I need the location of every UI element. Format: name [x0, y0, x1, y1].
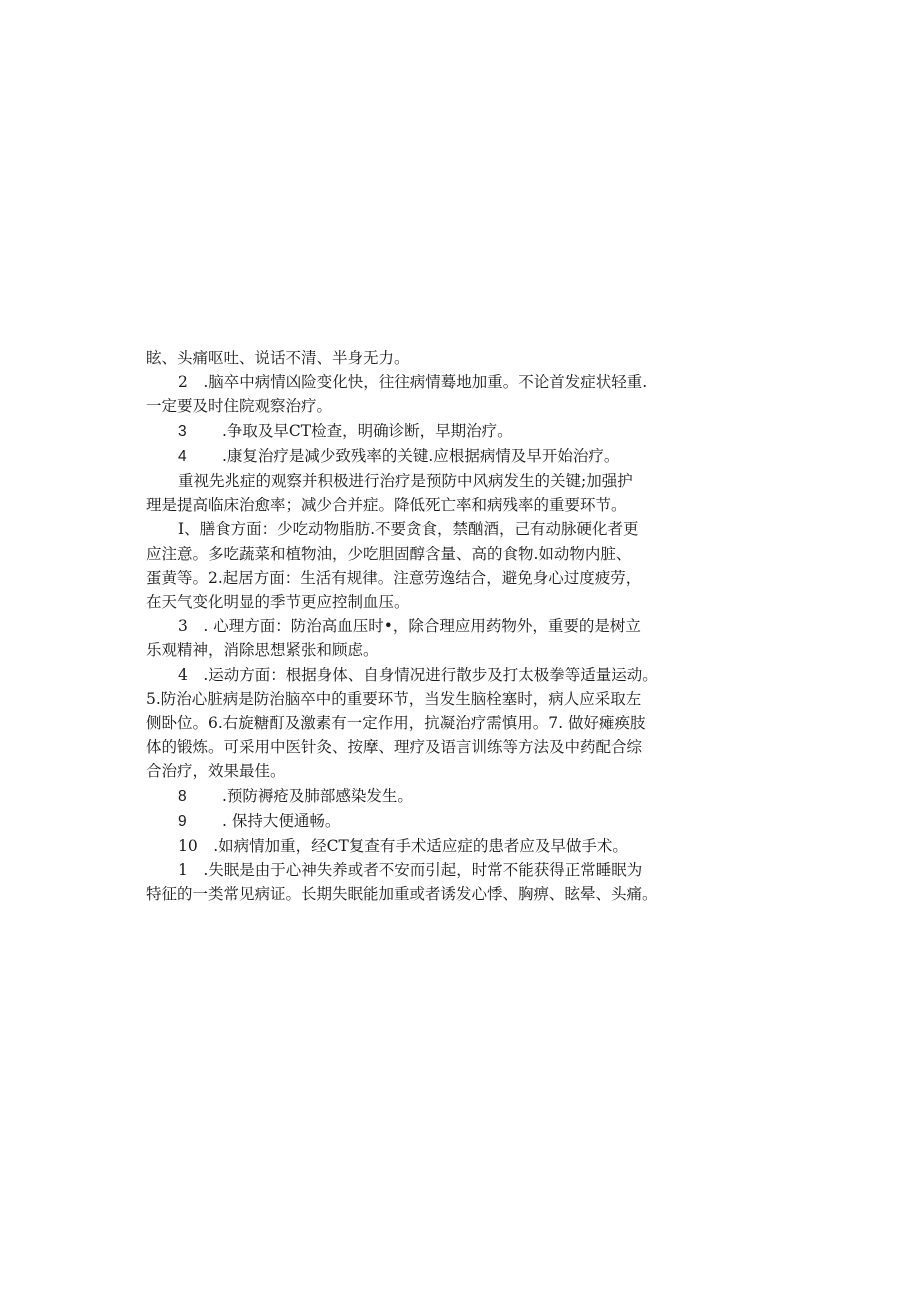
- numbered-item: [146, 809, 706, 834]
- text-line: 1 .失眠是由于心神失养或者不安而引起，时常不能获得正常睡眠为: [178, 861, 643, 880]
- text-line: 一定要及时住院观察治疗。: [146, 397, 333, 416]
- text-line: 3 . 心理方面：防治高血压时•，除合理应用药物外，重要的是树立: [178, 617, 641, 636]
- document-body: [146, 346, 706, 907]
- text-line: 在天气变化明显的季节更应控制血压。: [146, 593, 410, 612]
- numbered-item: [146, 444, 706, 469]
- text-line: I、膳食方面：少吃动物脂肪.不要贪食，禁酗酒，己有动脉硬化者更: [178, 520, 639, 539]
- text-line: 侧卧位。6.右旋糖酊及激素有一定作用，抗凝治疗需慎用。7. 做好瘫痪肢: [146, 714, 646, 733]
- item-text: .争取及早CT检查，明确诊断，早期治疗。: [222, 421, 513, 440]
- item-number: 8: [178, 787, 187, 805]
- text-line: 10 .如病情加重，经CT复查有手术适应症的患者应及早做手术。: [178, 837, 628, 856]
- item-text: .预防褥疮及肺部感染发生。: [222, 786, 413, 805]
- text-line: 2 .脑卒中病情凶险变化快，往往病情蓦地加重。不论首发症状轻重.: [178, 373, 648, 392]
- text-line: 应注意。多吃蔬菜和植物油，少吃胆固醇含量、高的食物.如动物内脏、: [146, 544, 632, 563]
- text-line: 眩、头痛呕吐、说话不清、半身无力。: [146, 349, 410, 367]
- item-number: 3: [178, 422, 187, 440]
- text-line: 特征的一类常见病证。长期失眠能加重或者诱发心悸、胸痹、眩晕、头痛。: [146, 885, 658, 904]
- text-line: 重视先兆症的观察并积极进行治疗是预防中风病发生的关键;加强护: [178, 472, 633, 491]
- text-line: 乐观精神，消除思想紧张和顾虑。: [146, 641, 379, 660]
- numbered-item: [146, 419, 706, 444]
- text-line: 体的锻炼。可采用中医针灸、按摩、理疗及语言训练等方法及中药配合综: [146, 738, 643, 757]
- item-number: 4: [178, 447, 187, 465]
- text-line: 4 .运动方面：根据身体、自身情况进行散步及打太极拳等适量运动。: [178, 665, 658, 684]
- item-text: . 保持大便通畅。: [222, 811, 341, 830]
- text-line: 5.防治心脏病是防治脑卒中的重要环节，当发生脑栓塞时，病人应采取左: [146, 689, 642, 708]
- item-text: .康复治疗是减少致残率的关键.应根据病情及早开始治疗。: [222, 446, 620, 465]
- text-line: 合治疗，效果最佳。: [146, 762, 286, 781]
- item-number: 9: [178, 812, 187, 830]
- numbered-item: [146, 784, 706, 809]
- text-line: 理是提高临床治愈率；减少合并症。降低死亡率和病残率的重要环节。: [146, 496, 627, 515]
- text-line: 蛋黄等。2.起居方面：生活有规律。注意劳逸结合，避免身心过度疲劳，: [146, 568, 642, 587]
